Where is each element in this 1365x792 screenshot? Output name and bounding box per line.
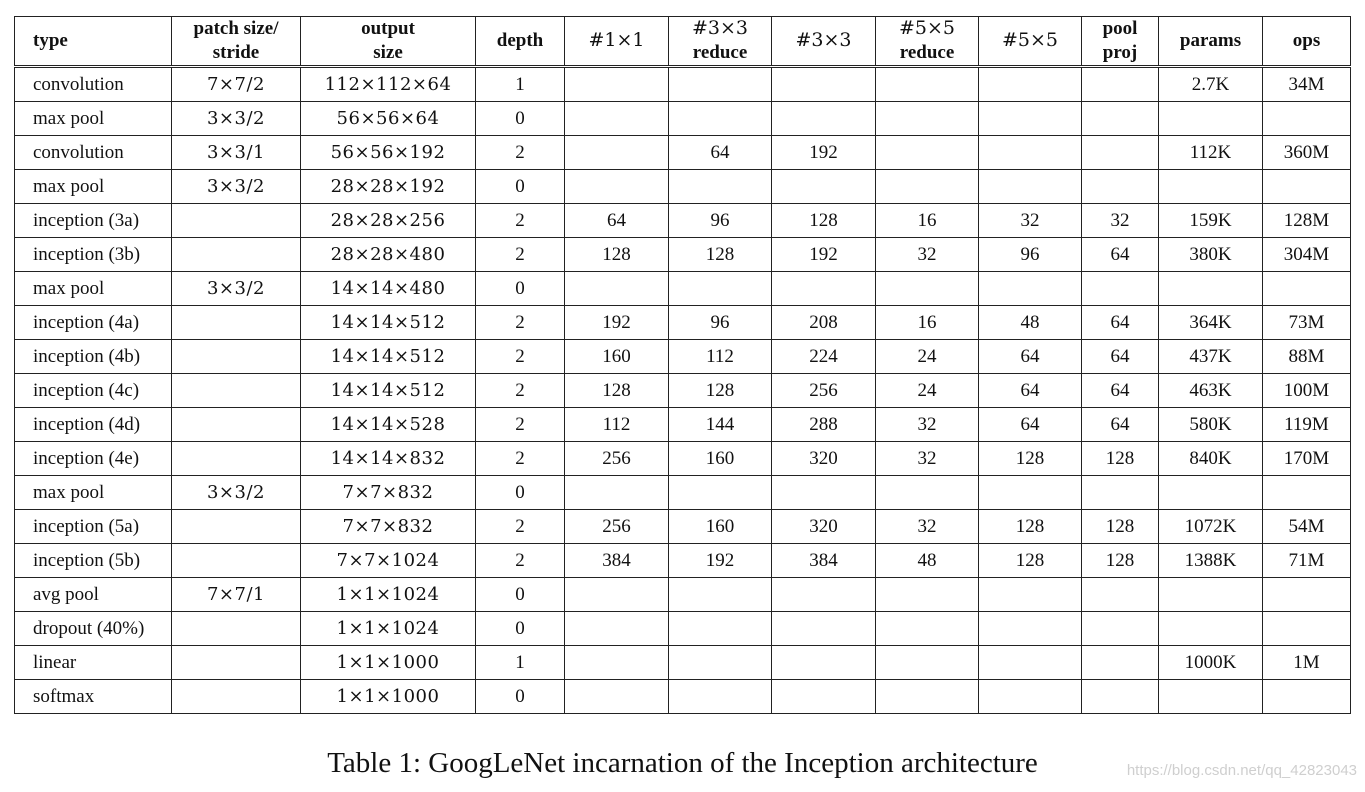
column-header-line: proj bbox=[1102, 42, 1138, 63]
table-row bbox=[15, 544, 1351, 578]
table-cell-patch bbox=[172, 680, 301, 714]
table-cell-n5x5r: 24 bbox=[876, 340, 979, 374]
table-cell-output: 14×14×512 bbox=[301, 340, 476, 374]
table-row bbox=[15, 306, 1351, 340]
table-row bbox=[15, 442, 1351, 476]
table-cell-pool bbox=[1082, 476, 1159, 510]
table-cell-n3x3r: 112 bbox=[669, 340, 772, 374]
table-cell-pool: 64 bbox=[1082, 340, 1159, 374]
table-cell-params: 437K bbox=[1159, 340, 1263, 374]
table-cell-type: softmax bbox=[15, 680, 172, 714]
table-cell-n1x1 bbox=[565, 170, 669, 204]
table-cell-output: 14×14×512 bbox=[301, 306, 476, 340]
table-cell-ops: 119M bbox=[1263, 408, 1351, 442]
table-cell-type: inception (4b) bbox=[15, 340, 172, 374]
table-row bbox=[15, 510, 1351, 544]
table-cell-patch: 7×7/1 bbox=[172, 578, 301, 612]
table-header bbox=[15, 17, 1351, 67]
column-header-line: #1×1 bbox=[588, 29, 645, 52]
table-cell-depth: 0 bbox=[476, 612, 565, 646]
table-cell-n5x5r: 24 bbox=[876, 374, 979, 408]
table-cell-n5x5 bbox=[979, 136, 1082, 170]
column-header-n3x3 bbox=[772, 17, 876, 67]
table-cell-output: 56×56×192 bbox=[301, 136, 476, 170]
table-cell-output: 14×14×832 bbox=[301, 442, 476, 476]
table-cell-output: 14×14×528 bbox=[301, 408, 476, 442]
table-cell-output: 28×28×480 bbox=[301, 238, 476, 272]
table-cell-params: 463K bbox=[1159, 374, 1263, 408]
table-cell-n3x3r bbox=[669, 67, 772, 102]
table-cell-n3x3: 256 bbox=[772, 374, 876, 408]
table-cell-n3x3: 128 bbox=[772, 204, 876, 238]
column-header-patch bbox=[172, 17, 301, 67]
column-header-line: params bbox=[1179, 30, 1242, 52]
table-cell-pool: 128 bbox=[1082, 510, 1159, 544]
column-header-n1x1 bbox=[565, 17, 669, 67]
table-row bbox=[15, 578, 1351, 612]
column-header-output bbox=[301, 17, 476, 67]
column-header-line: type bbox=[33, 30, 68, 52]
table-cell-params bbox=[1159, 680, 1263, 714]
table-cell-n1x1: 160 bbox=[565, 340, 669, 374]
table-cell-pool: 64 bbox=[1082, 306, 1159, 340]
table-cell-output: 7×7×832 bbox=[301, 476, 476, 510]
table-row bbox=[15, 612, 1351, 646]
table-cell-ops bbox=[1263, 680, 1351, 714]
table-cell-n5x5r: 16 bbox=[876, 204, 979, 238]
table-cell-n1x1: 192 bbox=[565, 306, 669, 340]
table-cell-n3x3r bbox=[669, 646, 772, 680]
column-header-line: ops bbox=[1292, 30, 1321, 52]
table-cell-n5x5 bbox=[979, 102, 1082, 136]
column-header-pool bbox=[1082, 17, 1159, 67]
table-cell-output: 1×1×1000 bbox=[301, 680, 476, 714]
table-cell-patch: 3×3/2 bbox=[172, 476, 301, 510]
table-cell-n5x5r: 32 bbox=[876, 442, 979, 476]
table-cell-ops: 360M bbox=[1263, 136, 1351, 170]
table-cell-params: 2.7K bbox=[1159, 67, 1263, 102]
table-cell-ops bbox=[1263, 476, 1351, 510]
table-cell-patch bbox=[172, 306, 301, 340]
table-cell-pool bbox=[1082, 612, 1159, 646]
table-cell-n5x5r bbox=[876, 102, 979, 136]
table-cell-ops: 128M bbox=[1263, 204, 1351, 238]
table-cell-output: 1×1×1024 bbox=[301, 578, 476, 612]
table-cell-ops bbox=[1263, 170, 1351, 204]
table-cell-pool: 128 bbox=[1082, 442, 1159, 476]
table-cell-n3x3: 288 bbox=[772, 408, 876, 442]
table-cell-depth: 2 bbox=[476, 306, 565, 340]
table-cell-output: 7×7×832 bbox=[301, 510, 476, 544]
table-cell-depth: 0 bbox=[476, 170, 565, 204]
table-cell-type: max pool bbox=[15, 272, 172, 306]
table-cell-patch bbox=[172, 646, 301, 680]
table-cell-output: 28×28×192 bbox=[301, 170, 476, 204]
table-cell-n1x1 bbox=[565, 646, 669, 680]
column-header-line: patch size/ bbox=[193, 18, 279, 40]
table-cell-params bbox=[1159, 170, 1263, 204]
table-cell-n5x5r bbox=[876, 612, 979, 646]
table-row bbox=[15, 272, 1351, 306]
table-cell-n3x3r bbox=[669, 578, 772, 612]
table-cell-depth: 0 bbox=[476, 578, 565, 612]
table-cell-n3x3r bbox=[669, 680, 772, 714]
table-row bbox=[15, 408, 1351, 442]
table-cell-n5x5 bbox=[979, 170, 1082, 204]
column-header-line: #5×5 bbox=[1001, 29, 1059, 52]
column-header-line: reduce bbox=[692, 42, 748, 63]
table-cell-n3x3: 192 bbox=[772, 136, 876, 170]
table-cell-n1x1: 64 bbox=[565, 204, 669, 238]
table-cell-params: 1388K bbox=[1159, 544, 1263, 578]
table-cell-n5x5: 64 bbox=[979, 374, 1082, 408]
table-cell-ops bbox=[1263, 612, 1351, 646]
table-cell-depth: 2 bbox=[476, 136, 565, 170]
table-cell-n3x3 bbox=[772, 272, 876, 306]
table-cell-n3x3 bbox=[772, 680, 876, 714]
table-cell-n5x5r: 32 bbox=[876, 408, 979, 442]
table-cell-depth: 2 bbox=[476, 374, 565, 408]
table-cell-params: 380K bbox=[1159, 238, 1263, 272]
table-cell-n1x1: 128 bbox=[565, 238, 669, 272]
table-cell-n5x5: 64 bbox=[979, 408, 1082, 442]
table-cell-n1x1 bbox=[565, 680, 669, 714]
table-cell-type: max pool bbox=[15, 102, 172, 136]
table-cell-params: 1072K bbox=[1159, 510, 1263, 544]
table-cell-n3x3r: 96 bbox=[669, 204, 772, 238]
column-header-type bbox=[15, 17, 172, 67]
table-cell-n3x3: 320 bbox=[772, 510, 876, 544]
table-cell-type: inception (3a) bbox=[15, 204, 172, 238]
table-cell-n5x5r bbox=[876, 680, 979, 714]
table-cell-params bbox=[1159, 102, 1263, 136]
column-header-ops bbox=[1263, 17, 1351, 67]
table-cell-type: max pool bbox=[15, 170, 172, 204]
table-cell-params bbox=[1159, 612, 1263, 646]
table-cell-type: inception (4d) bbox=[15, 408, 172, 442]
table-cell-n1x1 bbox=[565, 476, 669, 510]
table-cell-patch bbox=[172, 374, 301, 408]
column-header-line: #3×3 bbox=[691, 17, 749, 40]
table-cell-n1x1: 128 bbox=[565, 374, 669, 408]
table-cell-depth: 0 bbox=[476, 272, 565, 306]
column-header-line: stride bbox=[212, 42, 260, 63]
table-cell-n3x3r: 96 bbox=[669, 306, 772, 340]
table-cell-type: inception (4e) bbox=[15, 442, 172, 476]
table-cell-n3x3 bbox=[772, 476, 876, 510]
table-cell-pool: 64 bbox=[1082, 238, 1159, 272]
table-cell-ops: 304M bbox=[1263, 238, 1351, 272]
table-cell-patch bbox=[172, 204, 301, 238]
table-cell-params: 580K bbox=[1159, 408, 1263, 442]
column-header-line: pool bbox=[1102, 18, 1138, 40]
table-cell-depth: 2 bbox=[476, 204, 565, 238]
table-cell-n5x5r: 32 bbox=[876, 510, 979, 544]
table-cell-pool bbox=[1082, 578, 1159, 612]
column-header-n5x5r bbox=[876, 17, 979, 67]
table-cell-params bbox=[1159, 578, 1263, 612]
table-cell-n5x5r bbox=[876, 476, 979, 510]
table-cell-ops: 170M bbox=[1263, 442, 1351, 476]
table-cell-output: 112×112×64 bbox=[301, 67, 476, 102]
table-cell-output: 14×14×480 bbox=[301, 272, 476, 306]
table-cell-pool bbox=[1082, 680, 1159, 714]
table-cell-n3x3: 224 bbox=[772, 340, 876, 374]
table-row bbox=[15, 102, 1351, 136]
table-row bbox=[15, 646, 1351, 680]
table-cell-patch bbox=[172, 408, 301, 442]
table-cell-n5x5 bbox=[979, 646, 1082, 680]
table-cell-depth: 1 bbox=[476, 67, 565, 102]
table-row bbox=[15, 374, 1351, 408]
table-cell-n5x5 bbox=[979, 476, 1082, 510]
table-cell-patch bbox=[172, 442, 301, 476]
table-cell-n3x3r: 192 bbox=[669, 544, 772, 578]
table-cell-n5x5r bbox=[876, 170, 979, 204]
table-cell-n5x5 bbox=[979, 612, 1082, 646]
table-cell-n3x3r: 144 bbox=[669, 408, 772, 442]
table-cell-pool: 64 bbox=[1082, 374, 1159, 408]
table-cell-type: inception (4a) bbox=[15, 306, 172, 340]
table-cell-n3x3: 320 bbox=[772, 442, 876, 476]
table-row bbox=[15, 204, 1351, 238]
watermark-text: https://blog.csdn.net/qq_42823043 bbox=[1126, 762, 1357, 779]
table-cell-ops: 73M bbox=[1263, 306, 1351, 340]
table-cell-n3x3 bbox=[772, 646, 876, 680]
table-cell-n5x5r: 48 bbox=[876, 544, 979, 578]
table-cell-ops: 1M bbox=[1263, 646, 1351, 680]
table-cell-type: dropout (40%) bbox=[15, 612, 172, 646]
table-cell-patch bbox=[172, 340, 301, 374]
table-cell-n1x1: 256 bbox=[565, 510, 669, 544]
table-cell-output: 7×7×1024 bbox=[301, 544, 476, 578]
table-cell-depth: 2 bbox=[476, 340, 565, 374]
table-cell-n3x3r: 160 bbox=[669, 510, 772, 544]
table-cell-type: convolution bbox=[15, 67, 172, 102]
column-header-n5x5 bbox=[979, 17, 1082, 67]
column-header-n3x3r bbox=[669, 17, 772, 67]
table-cell-ops bbox=[1263, 578, 1351, 612]
table-cell-n3x3: 208 bbox=[772, 306, 876, 340]
table-cell-n5x5: 128 bbox=[979, 442, 1082, 476]
architecture-table bbox=[14, 16, 1351, 714]
table-cell-type: inception (3b) bbox=[15, 238, 172, 272]
table-cell-pool bbox=[1082, 102, 1159, 136]
column-header-line: #5×5 bbox=[898, 17, 956, 40]
table-cell-depth: 2 bbox=[476, 442, 565, 476]
table-cell-patch: 3×3/2 bbox=[172, 102, 301, 136]
table-cell-n5x5r bbox=[876, 272, 979, 306]
table-cell-params: 1000K bbox=[1159, 646, 1263, 680]
table-cell-params: 112K bbox=[1159, 136, 1263, 170]
table-cell-ops: 34M bbox=[1263, 67, 1351, 102]
table-cell-n3x3 bbox=[772, 612, 876, 646]
table-cell-n3x3 bbox=[772, 102, 876, 136]
table-cell-n5x5: 128 bbox=[979, 510, 1082, 544]
table-cell-depth: 0 bbox=[476, 102, 565, 136]
table-cell-ops: 71M bbox=[1263, 544, 1351, 578]
table-cell-n5x5: 48 bbox=[979, 306, 1082, 340]
table-cell-n5x5r bbox=[876, 136, 979, 170]
header-row bbox=[15, 17, 1351, 67]
table-cell-depth: 2 bbox=[476, 238, 565, 272]
table-cell-n1x1: 256 bbox=[565, 442, 669, 476]
column-header-params bbox=[1159, 17, 1263, 67]
table-cell-patch: 7×7/2 bbox=[172, 67, 301, 102]
table-cell-depth: 0 bbox=[476, 476, 565, 510]
table-cell-n5x5 bbox=[979, 67, 1082, 102]
table-row bbox=[15, 340, 1351, 374]
table-cell-n3x3r: 160 bbox=[669, 442, 772, 476]
table-cell-patch: 3×3/1 bbox=[172, 136, 301, 170]
table-row bbox=[15, 170, 1351, 204]
column-header-line: output bbox=[361, 18, 415, 40]
table-cell-patch bbox=[172, 238, 301, 272]
table-cell-pool bbox=[1082, 646, 1159, 680]
table-cell-n1x1 bbox=[565, 67, 669, 102]
table-cell-depth: 2 bbox=[476, 408, 565, 442]
table-cell-patch: 3×3/2 bbox=[172, 170, 301, 204]
table-cell-n3x3r bbox=[669, 612, 772, 646]
table-cell-n3x3r: 128 bbox=[669, 238, 772, 272]
table-caption: Table 1: GoogLeNet incarnation of the Inception architecture bbox=[327, 747, 1038, 779]
table-cell-type: linear bbox=[15, 646, 172, 680]
table-cell-n1x1: 112 bbox=[565, 408, 669, 442]
table-cell-n1x1 bbox=[565, 136, 669, 170]
table-cell-depth: 2 bbox=[476, 510, 565, 544]
table-cell-pool bbox=[1082, 272, 1159, 306]
table-cell-n5x5r: 16 bbox=[876, 306, 979, 340]
table-cell-n3x3 bbox=[772, 170, 876, 204]
table-cell-ops: 100M bbox=[1263, 374, 1351, 408]
table-cell-n5x5: 32 bbox=[979, 204, 1082, 238]
table-row bbox=[15, 136, 1351, 170]
table-cell-n3x3r bbox=[669, 272, 772, 306]
table-cell-n3x3r: 64 bbox=[669, 136, 772, 170]
table-cell-type: inception (5b) bbox=[15, 544, 172, 578]
table-cell-depth: 0 bbox=[476, 680, 565, 714]
table-cell-n3x3r bbox=[669, 476, 772, 510]
table-cell-n1x1 bbox=[565, 272, 669, 306]
table-cell-n5x5r bbox=[876, 578, 979, 612]
table-cell-patch bbox=[172, 544, 301, 578]
table-cell-n3x3r: 128 bbox=[669, 374, 772, 408]
table-cell-n1x1 bbox=[565, 612, 669, 646]
table-cell-ops bbox=[1263, 102, 1351, 136]
table-cell-type: inception (5a) bbox=[15, 510, 172, 544]
table-cell-params bbox=[1159, 272, 1263, 306]
architecture-table-container bbox=[14, 16, 1350, 714]
table-cell-ops bbox=[1263, 272, 1351, 306]
table-cell-n5x5: 128 bbox=[979, 544, 1082, 578]
table-cell-params bbox=[1159, 476, 1263, 510]
table-cell-pool bbox=[1082, 170, 1159, 204]
column-header-line: reduce bbox=[899, 42, 955, 63]
table-cell-n3x3r bbox=[669, 102, 772, 136]
table-cell-n5x5: 64 bbox=[979, 340, 1082, 374]
table-cell-pool: 128 bbox=[1082, 544, 1159, 578]
table-cell-depth: 2 bbox=[476, 544, 565, 578]
table-cell-ops: 88M bbox=[1263, 340, 1351, 374]
table-cell-type: max pool bbox=[15, 476, 172, 510]
table-cell-n1x1: 384 bbox=[565, 544, 669, 578]
column-header-line: size bbox=[373, 42, 403, 63]
table-cell-n5x5 bbox=[979, 680, 1082, 714]
table-cell-patch: 3×3/2 bbox=[172, 272, 301, 306]
table-cell-n5x5r bbox=[876, 67, 979, 102]
table-cell-pool bbox=[1082, 67, 1159, 102]
table-cell-n5x5 bbox=[979, 272, 1082, 306]
table-cell-output: 56×56×64 bbox=[301, 102, 476, 136]
table-row bbox=[15, 680, 1351, 714]
table-cell-type: convolution bbox=[15, 136, 172, 170]
table-cell-n3x3r bbox=[669, 170, 772, 204]
table-cell-params: 840K bbox=[1159, 442, 1263, 476]
table-cell-n3x3 bbox=[772, 578, 876, 612]
table-cell-n5x5r bbox=[876, 646, 979, 680]
table-cell-n5x5r: 32 bbox=[876, 238, 979, 272]
table-cell-type: inception (4c) bbox=[15, 374, 172, 408]
table-row bbox=[15, 476, 1351, 510]
table-cell-n3x3: 384 bbox=[772, 544, 876, 578]
table-cell-n3x3 bbox=[772, 67, 876, 102]
table-cell-n5x5: 96 bbox=[979, 238, 1082, 272]
table-cell-params: 364K bbox=[1159, 306, 1263, 340]
table-cell-pool: 32 bbox=[1082, 204, 1159, 238]
table-cell-depth: 1 bbox=[476, 646, 565, 680]
table-cell-patch bbox=[172, 510, 301, 544]
table-row bbox=[15, 67, 1351, 102]
table-cell-patch bbox=[172, 612, 301, 646]
table-cell-ops: 54M bbox=[1263, 510, 1351, 544]
table-cell-n5x5 bbox=[979, 578, 1082, 612]
table-cell-output: 28×28×256 bbox=[301, 204, 476, 238]
table-cell-n3x3: 192 bbox=[772, 238, 876, 272]
table-cell-output: 1×1×1000 bbox=[301, 646, 476, 680]
column-header-line: depth bbox=[496, 30, 544, 52]
table-cell-params: 159K bbox=[1159, 204, 1263, 238]
table-cell-output: 1×1×1024 bbox=[301, 612, 476, 646]
table-cell-pool bbox=[1082, 136, 1159, 170]
table-body bbox=[15, 67, 1351, 714]
table-cell-n1x1 bbox=[565, 578, 669, 612]
table-cell-pool: 64 bbox=[1082, 408, 1159, 442]
column-header-depth bbox=[476, 17, 565, 67]
table-cell-n1x1 bbox=[565, 102, 669, 136]
column-header-line: #3×3 bbox=[795, 29, 852, 52]
table-cell-type: avg pool bbox=[15, 578, 172, 612]
table-row bbox=[15, 238, 1351, 272]
table-cell-output: 14×14×512 bbox=[301, 374, 476, 408]
